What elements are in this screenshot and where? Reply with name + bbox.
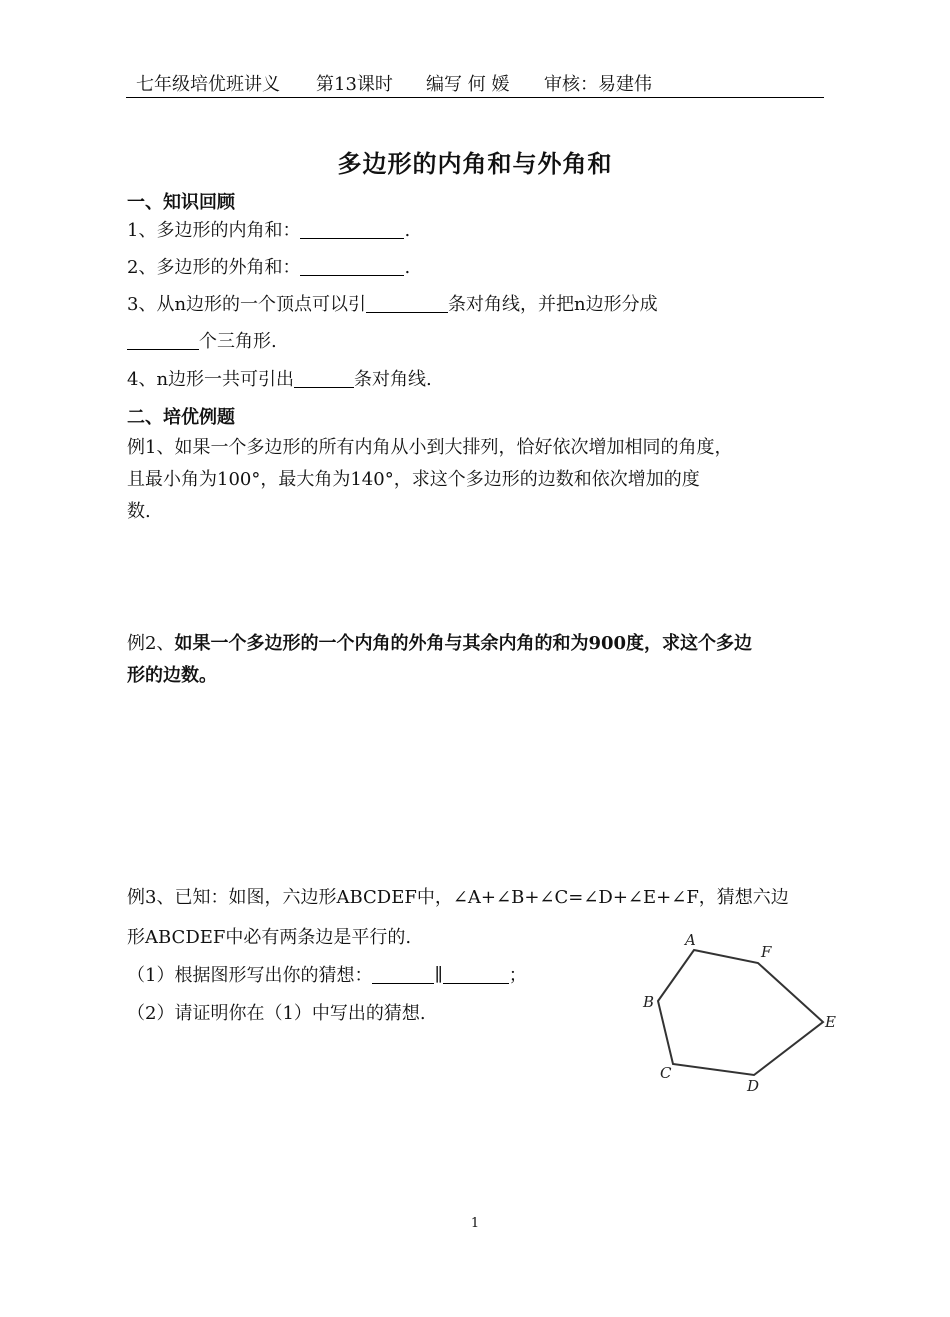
hexagon-diagram bbox=[636, 930, 846, 1100]
parallel-symbol: ∥ bbox=[434, 965, 443, 986]
question-4-suffix: 条对角线. bbox=[354, 369, 432, 390]
question-4-blank[interactable] bbox=[294, 369, 354, 388]
example-1-line-3: 数. bbox=[127, 501, 151, 522]
header-reviewer: 审核：易建伟 bbox=[544, 74, 652, 95]
example-2-line-2: 形的边数。 bbox=[127, 665, 217, 686]
question-1 bbox=[127, 216, 410, 242]
example-3-part-1-prefix: （1）根据图形写出你的猜想： bbox=[127, 965, 373, 986]
header-course: 七年级培优班讲义 bbox=[136, 74, 280, 95]
example-2-line-1 bbox=[127, 628, 827, 660]
header-author: 编写 何 媛 bbox=[426, 74, 510, 95]
header-lesson: 第13课时 bbox=[316, 74, 393, 95]
vertex-label-f: F bbox=[761, 943, 772, 961]
example-3-blank-1[interactable] bbox=[372, 965, 434, 984]
page-title: 多边形的内角和与外角和 bbox=[337, 149, 613, 178]
question-2-prefix: 2、多边形的外角和： bbox=[127, 257, 301, 278]
section2-heading: 二、培优例题 bbox=[127, 407, 235, 428]
example-1 bbox=[127, 432, 827, 528]
example-3-part-1-suffix: ； bbox=[508, 965, 527, 986]
question-3 bbox=[127, 290, 658, 316]
question-2-suffix: . bbox=[404, 257, 411, 278]
example-2 bbox=[127, 628, 827, 692]
question-3-suffix: 个三角形. bbox=[199, 331, 277, 352]
vertex-label-a: A bbox=[685, 931, 696, 949]
example-2-text-1: 如果一个多边形的一个内角的外角与其余内角的和为900度，求这个多边 bbox=[174, 633, 753, 654]
example-1-line-1: 例1、如果一个多边形的所有内角从小到大排列，恰好依次增加相同的角度， bbox=[127, 437, 733, 458]
question-2 bbox=[127, 253, 410, 279]
question-3-blank-2[interactable] bbox=[127, 331, 199, 350]
vertex-label-c: C bbox=[660, 1064, 672, 1082]
hexagon-figure bbox=[636, 930, 846, 1100]
question-4 bbox=[127, 365, 432, 391]
question-3-middle: 条对角线，并把n边形分成 bbox=[448, 294, 658, 315]
example-3-part-2: （2）请证明你在（1）中写出的猜想. bbox=[127, 1003, 426, 1024]
section1-heading: 一、知识回顾 bbox=[127, 192, 235, 213]
question-1-prefix: 1、多边形的内角和： bbox=[127, 220, 301, 241]
example-1-line-2: 且最小角为100°，最大角为140°，求这个多边形的边数和依次增加的度 bbox=[127, 469, 700, 490]
question-3-prefix: 3、从n边形的一个顶点可以引 bbox=[127, 294, 367, 315]
question-1-blank[interactable] bbox=[300, 220, 404, 239]
example-3-line-1: 例3、已知：如图，六边形ABCDEF中，∠A+∠B+∠C=∠D+∠E+∠F，猜想六边 bbox=[127, 887, 789, 908]
header bbox=[126, 70, 824, 98]
question-1-suffix: . bbox=[404, 220, 411, 241]
question-3-continued bbox=[127, 327, 277, 353]
vertex-label-d: D bbox=[747, 1077, 760, 1095]
example-3-line-2: 形ABCDEF中必有两条边是平行的. bbox=[127, 927, 412, 948]
question-3-blank-1[interactable] bbox=[366, 294, 448, 313]
vertex-label-e: E bbox=[825, 1013, 836, 1031]
question-2-blank[interactable] bbox=[300, 257, 404, 276]
hexagon-shape bbox=[658, 950, 823, 1075]
example-3-blank-2[interactable] bbox=[443, 965, 509, 984]
example-2-label: 例2、 bbox=[127, 633, 175, 654]
question-4-prefix: 4、n边形一共可引出 bbox=[127, 369, 295, 390]
vertex-label-b: B bbox=[643, 993, 655, 1011]
page-number: 1 bbox=[470, 1216, 480, 1231]
